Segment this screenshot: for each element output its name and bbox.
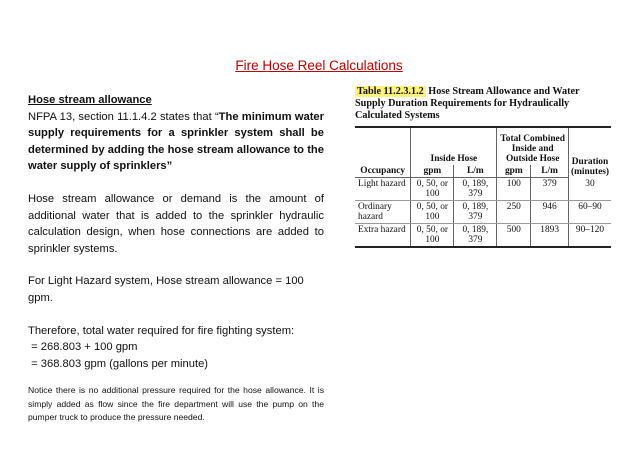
header-inside-hose: Inside Hose [411,127,497,165]
table-caption [355,86,611,122]
quote-bold: The minimum water supply requirements for a sprinkler system shall be determined by adding the hose stream allowance to the water supply of sprinklers” [28,110,324,173]
allowance-definition: Hose stream allowance or demand is the amount of additional water that is added to the sprinkler hydraulic calculation design, when hose connections are added to sprinkler systems. [28,192,324,255]
header-duration: Duration (minutes) [570,156,610,177]
nfpa-table-figure [355,86,611,248]
header-occupancy: Occupancy [355,165,411,178]
total-water-line: Therefore, total water required for fire fighting system: [28,324,295,337]
quote-intro: NFPA 13, section 11.1.4.2 states that “ [28,110,219,123]
page-title: Fire Hose Reel Calculations [235,58,403,73]
table-caption-text: Hose Stream Allowance and Water Supply Duration Requirements for Hydraulically Calculated Systems [355,86,580,121]
calc-line-2: = 368.803 gpm (gallons per minute) [28,357,209,370]
calc-line-1: = 268.803 + 100 gpm [28,341,138,354]
nfpa-quote [28,109,324,175]
header-total-lm: L/m [531,165,569,178]
header-total-gpm: gpm [497,165,531,178]
section-heading: Hose stream allowance [28,94,152,106]
hose-allowance-table [355,126,611,248]
light-hazard-allowance: For Light Hazard system, Hose stream allowance = 100 gpm. [28,275,304,304]
header-total-combined: Total Combined Inside and Outside Hose [497,127,569,165]
pressure-note: Notice there is no additional pressure required for the hose allowance. It is simply added as flow since the fire department will use the pump on the pumper truck to produce the pressure needed. [28,385,324,422]
table-number: Table 11.2.3.1.2 [357,86,424,97]
table-row: Light hazard 0, 50, or 100 0, 189, 379 100 379 30 [355,178,611,201]
header-gpm: gpm [411,165,454,178]
hose-stream-text [28,92,324,424]
table-row: Extra hazard 0, 50, or 100 0, 189, 379 500 1893 90–120 [355,224,611,248]
table-row: Ordinary hazard 0, 50, or 100 0, 189, 379 250 946 60–90 [355,201,611,224]
header-lm: L/m [454,165,497,178]
